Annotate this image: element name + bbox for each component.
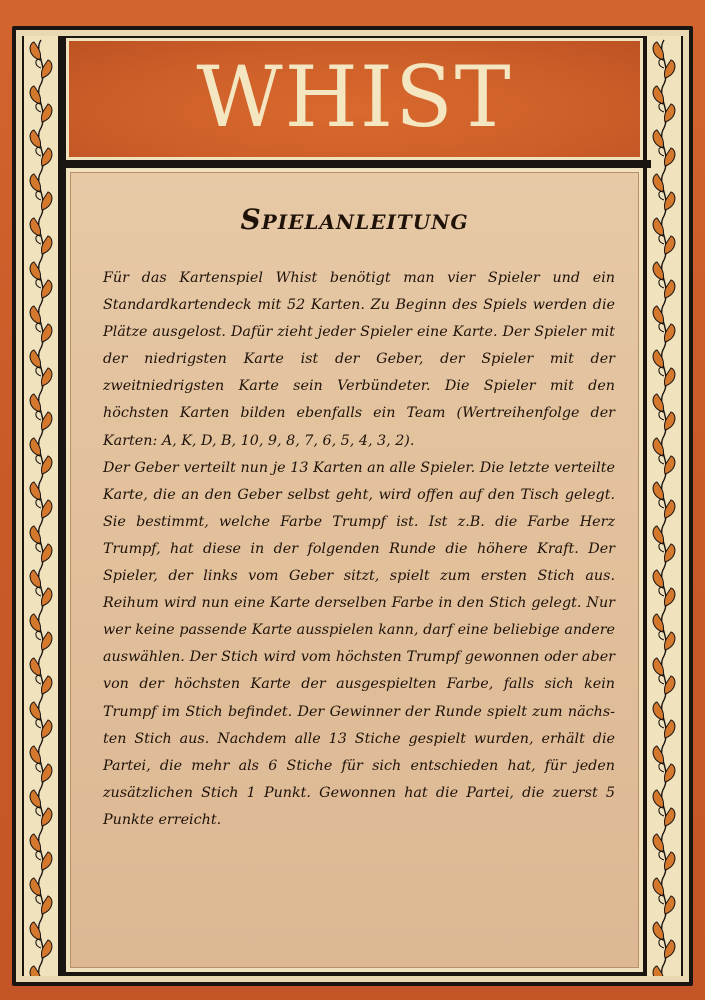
leaf-motif bbox=[30, 480, 52, 524]
leaf-motif bbox=[653, 304, 675, 348]
leaf-motif bbox=[30, 700, 52, 744]
leaf-motif bbox=[30, 788, 52, 832]
leaf-motif bbox=[30, 436, 52, 480]
leaf-motif bbox=[653, 84, 675, 128]
right-divider-line bbox=[643, 36, 647, 976]
rules-paragraph: Für das Kartenspiel Whist benötigt man vier Spieler und ein Standardkartendeck mit 52 Karten. Zu Beginn des Spiels werden die Plätze ausgelost. Dafür zieht jeder Spieler eine Karte. Der Spieler mit der niedrigsten Karte ist der Geber, der Spieler mit der zweitniedrigsten Karte sein Verbündeter. Die Spieler mit den höchsten Karten bilden ebenfalls ein Team (Wertreihenfolge der Karten: A, K, D, B, 10, 9, 8, 7, 6, 5, 4, 3, 2). bbox=[103, 270, 615, 449]
leaf-motif bbox=[30, 84, 52, 128]
leaf-motif bbox=[653, 348, 675, 392]
leaf-motif bbox=[653, 832, 675, 876]
rules-paragraph: Der Geber verteilt nun je 13 Karten an alle Spieler. Die letzte verteilte Karte, die an den Geber selbst geht, wird offen auf den Tisch gelegt. Sie bestimmt, welche Farbe Trumpf ist. Ist z.B. die Farbe Herz Trumpf, hat diese in der folgenden Runde die höhere Kraft. Der Spieler, der links vom Geber sitzt, spielt zum ersten Stich aus. Reihum wird nun eine Karte derselben Farbe in den Stich gelegt. Nur wer keine passende Karte ausspielen kann, darf eine beliebige andere auswählen. Der Stich wird vom höchsten Trumpf gewonnen oder aber von der höchsten Karte der ausgespielten Farbe, falls sich kein Trumpf im Stich befindet. Der Gewinner der Runde spielt zum nächsten Stich aus. Nachdem alle 13 Stiche gespielt wurden, erhält die Partei, die mehr als 6 Stiche für sich entschieden hat, für jeden zusätzlichen Stich 1 Punkt. Gewonnen hat die Partei, die zuerst 5 Punkte erreicht. bbox=[103, 459, 615, 828]
leaf-motif bbox=[653, 700, 675, 744]
leaf-motif bbox=[653, 392, 675, 436]
leaf-motif bbox=[30, 172, 52, 216]
leaf-motif bbox=[30, 40, 52, 84]
title-banner bbox=[66, 38, 643, 160]
leaf-motif bbox=[653, 876, 675, 920]
leaf-motif bbox=[30, 612, 52, 656]
leaf-motif bbox=[653, 788, 675, 832]
right-ornament-border bbox=[647, 36, 681, 976]
leaf-motif bbox=[653, 436, 675, 480]
leaf-motif bbox=[653, 216, 675, 260]
left-ornament-border bbox=[24, 36, 58, 976]
leaf-motif bbox=[30, 744, 52, 788]
leaf-motif bbox=[30, 568, 52, 612]
leaf-motif bbox=[30, 392, 52, 436]
leaf-motif bbox=[30, 524, 52, 568]
banner-divider bbox=[58, 160, 651, 168]
leaf-motif bbox=[30, 348, 52, 392]
leaf-vine-icon bbox=[647, 36, 681, 976]
leaf-motif bbox=[30, 920, 52, 964]
leaf-vine-icon bbox=[24, 36, 58, 976]
leaf-motif bbox=[653, 568, 675, 612]
leaf-motif bbox=[30, 216, 52, 260]
leaf-motif bbox=[30, 964, 52, 976]
leaf-motif bbox=[653, 964, 675, 976]
leaf-motif bbox=[653, 656, 675, 700]
leaf-motif bbox=[653, 128, 675, 172]
instructions-panel bbox=[66, 168, 643, 972]
leaf-motif bbox=[30, 832, 52, 876]
leaf-motif bbox=[30, 656, 52, 700]
page-title: WHIST bbox=[196, 48, 513, 146]
leaf-motif bbox=[653, 920, 675, 964]
leaf-motif bbox=[30, 128, 52, 172]
parchment-area bbox=[70, 172, 639, 968]
leaf-motif bbox=[653, 40, 675, 84]
leaf-motif bbox=[30, 260, 52, 304]
section-heading-text: Spielanleitung bbox=[240, 203, 469, 236]
leaf-motif bbox=[653, 260, 675, 304]
leaf-motif bbox=[653, 612, 675, 656]
leaf-motif bbox=[653, 744, 675, 788]
leaf-motif bbox=[653, 480, 675, 524]
leaf-motif bbox=[30, 304, 52, 348]
rules-text bbox=[103, 265, 615, 834]
leaf-motif bbox=[653, 172, 675, 216]
left-divider-line bbox=[58, 36, 62, 976]
section-heading bbox=[71, 203, 638, 236]
leaf-motif bbox=[30, 876, 52, 920]
leaf-motif bbox=[653, 524, 675, 568]
